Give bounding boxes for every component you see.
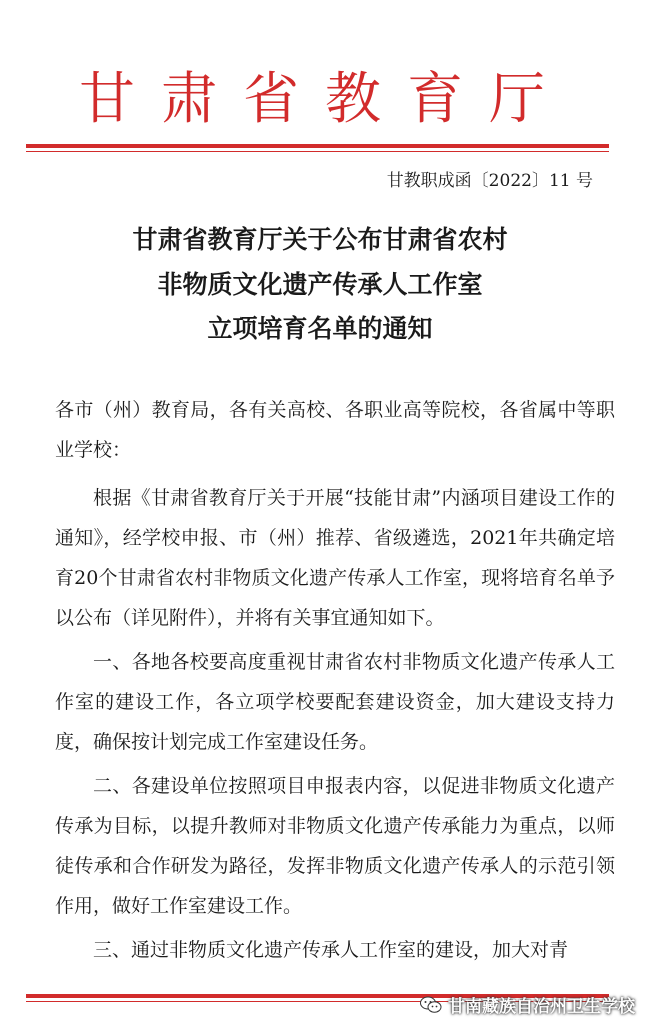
body-paragraph-1: 根据《甘肃省教育厅关于开展“技能甘肃”内涵项目建设工作的通知》，经学校申报、市（州）推荐、省级遴选，2021年共确定培育20个甘肃省农村非物质文化遗产传承人工作室，现将培育名单予以公布（详见附件），并将有关事宜通知如下。 xyxy=(55,487,615,629)
org-header-title: 甘肃省教育厅 xyxy=(79,67,571,132)
document-number: 甘教职成函〔2022〕11 号 xyxy=(386,171,593,191)
document-body xyxy=(55,390,615,970)
document-title-line-2: 非物质文化遗产传承人工作室 xyxy=(157,270,483,299)
header-rule-thin xyxy=(26,151,609,152)
document-title-line-3: 立项培育名单的通知 xyxy=(207,314,433,343)
wechat-icon xyxy=(420,996,442,1014)
wechat-watermark xyxy=(420,992,635,1017)
document-title-line-1: 甘肃省教育厅关于公布甘肃省农村 xyxy=(132,225,508,254)
watermark-text: 甘南藏族自治州卫生学校 xyxy=(448,997,635,1017)
body-paragraph-2: 一、各地各校要高度重视甘肃省农村非物质文化遗产传承人工作室的建设工作，各立项学校要配套建设资金，加大建设支持力度，确保按计划完成工作室建设任务。 xyxy=(55,651,615,753)
recipients-paragraph: 各市（州）教育局，各有关高校、各职业高等院校，各省属中等职业学校： xyxy=(55,399,615,461)
body-paragraph-3: 二、各建设单位按照项目申报表内容，以促进非物质文化遗产传承为目标，以提升教师对非物质文化遗产传承能力为重点，以师徒传承和合作研发为路径，发挥非物质文化遗产传承人的示范引领作用，做好工作室建设工作。 xyxy=(55,775,615,917)
body-paragraph-4: 三、通过非物质文化遗产传承人工作室的建设，加大对青 xyxy=(93,939,569,961)
header-rule-thick xyxy=(26,144,609,148)
